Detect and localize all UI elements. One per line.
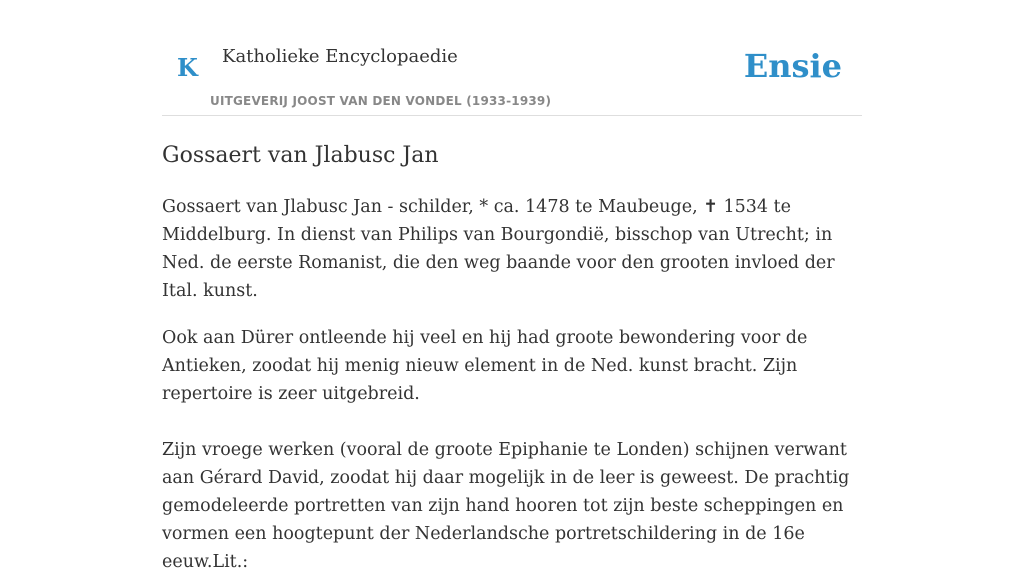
page-container bbox=[162, 0, 862, 572]
publisher-subtitle: UITGEVERIJ JOOST VAN DEN VONDEL (1933-1939) bbox=[210, 94, 552, 108]
site-title[interactable]: Katholieke Encyclopaedie bbox=[222, 46, 458, 67]
brand-logo-link[interactable]: Ensie bbox=[743, 47, 842, 85]
logo-k-icon[interactable]: K bbox=[177, 53, 198, 82]
article-title: Gossaert van Jlabusc Jan bbox=[162, 143, 439, 168]
article-content bbox=[162, 142, 862, 576]
site-header bbox=[162, 0, 862, 116]
article-paragraph: Gossaert van Jlabusc Jan - schilder, * ca. 1478 te Maubeuge, ✝ 1534 te Middelburg. In dienst van Philips van Bourgondië, bisschop van Utrecht; in Ned. de eerste Romanist, die den weg baande voor den grooten invloed der Ital. kunst. bbox=[162, 196, 835, 301]
article-paragraph: Zijn vroege werken (vooral de groote Epiphanie te Londen) schijnen verwant aan Gérard David, zoodat hij daar mogelijk in de leer is geweest. De prachtig gemodeleerde portretten van zijn hand hooren tot zijn beste scheppingen en vormen een hoogtepunt der Nederlandsche portretschildering in de 16e eeuw.Lit.: bbox=[162, 439, 850, 572]
article-paragraph: Ook aan Dürer ontleende hij veel en hij had groote bewondering voor de Antieken, zoodat hij menig nieuw element in de Ned. kunst bracht. Zijn repertoire is zeer uitgebreid. bbox=[162, 327, 808, 404]
